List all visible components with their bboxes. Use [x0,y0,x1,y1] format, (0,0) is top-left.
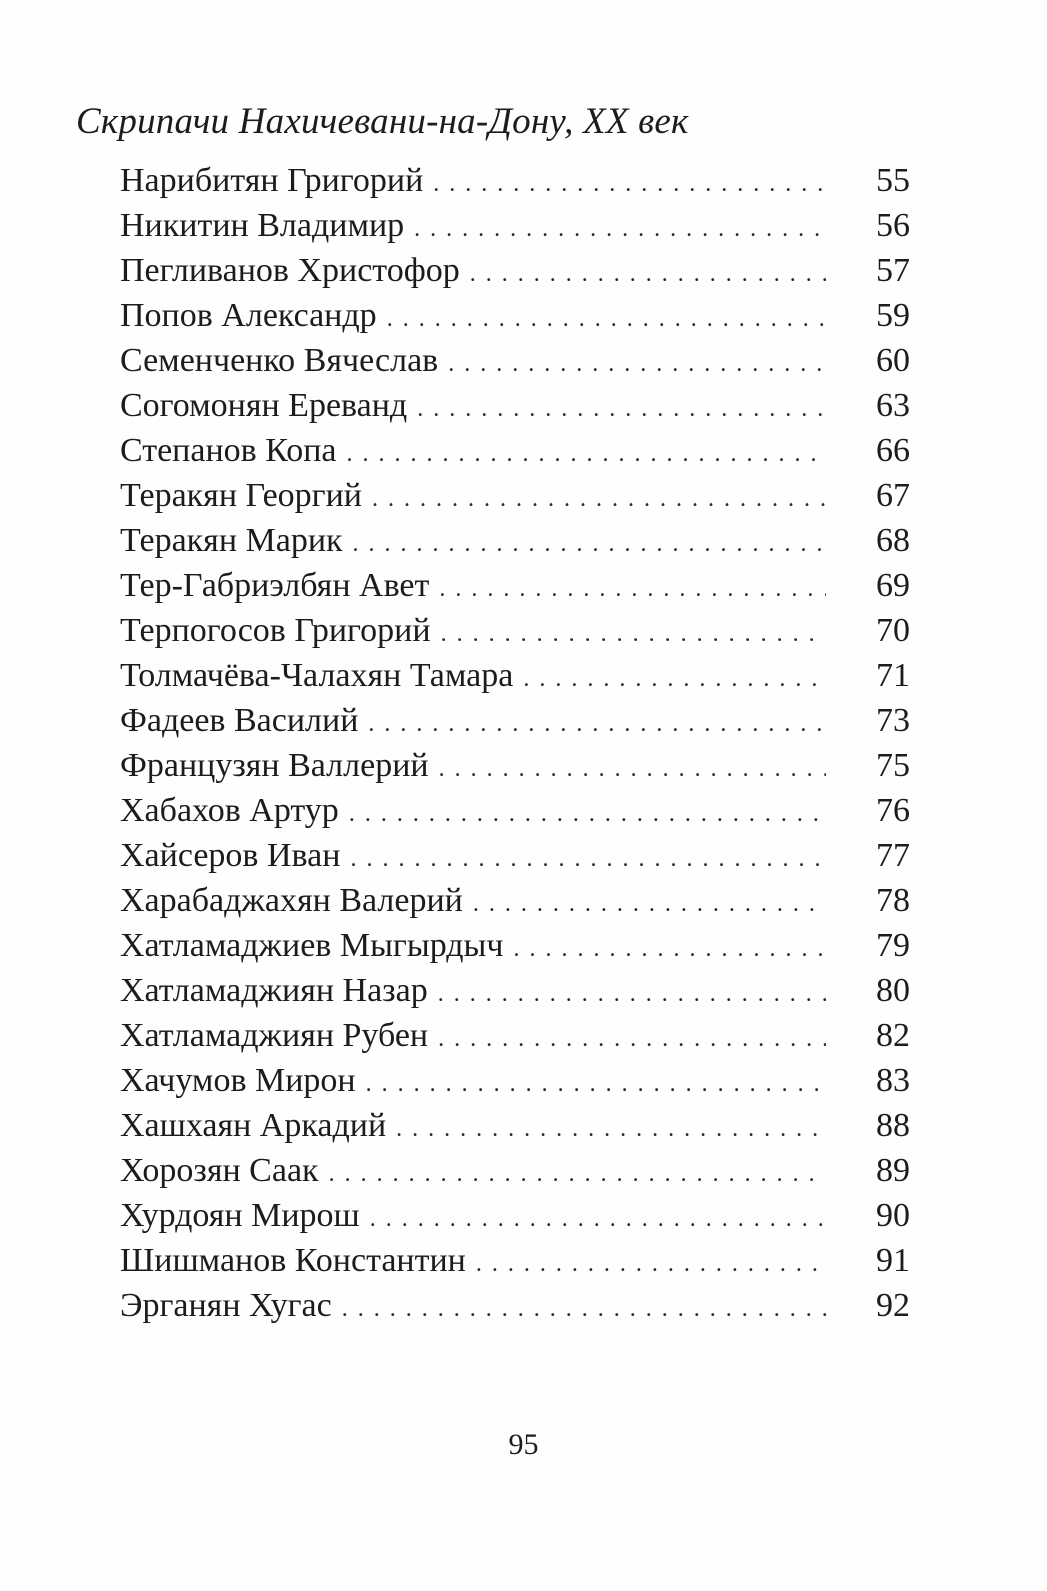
toc-entry [120,473,910,518]
dot-leader [417,387,826,432]
entry-name: Эрганян Хугас [120,1287,332,1324]
dot-leader [366,1062,826,1107]
toc-entry [120,743,910,788]
entry-name: Хатламаджиев Мыгырдыч [120,927,504,964]
dot-leader [368,702,826,747]
toc-entry [120,563,910,608]
toc-entry [120,698,910,743]
entry-page-number: 57 [876,252,910,289]
toc-entry [120,1148,910,1193]
dot-leader [438,1017,826,1062]
dot-leader [396,1107,826,1152]
entry-name: Терпогосов Григорий [120,612,431,649]
dot-leader [346,432,826,477]
entry-page-number: 55 [876,162,910,199]
toc-entry [120,653,910,698]
entry-page-number: 90 [876,1197,910,1234]
toc-entry [120,428,910,473]
entry-page-number: 71 [876,657,910,694]
entry-name: Семенченко Вячеслав [120,342,439,379]
entry-page-number: 63 [876,387,910,424]
dot-leader [353,522,826,567]
dot-leader [448,342,826,387]
entry-name: Хатламаджиян Назар [120,972,428,1009]
dot-leader [372,477,826,522]
entry-name: Французян Валлерий [120,747,429,784]
toc-entry [120,968,910,1013]
entry-page-number: 75 [876,747,910,784]
dot-leader [349,792,826,837]
toc-entry [120,518,910,563]
entry-name: Хурдоян Мирош [120,1197,360,1234]
entry-name: Теракян Марик [120,522,343,559]
entry-page-number: 92 [876,1287,910,1324]
dot-leader [329,1152,826,1197]
dot-leader [438,972,826,1017]
dot-leader [433,162,826,207]
entry-page-number: 70 [876,612,910,649]
table-of-contents [120,158,910,1328]
dot-leader [514,927,827,972]
entry-name: Шишманов Константин [120,1242,466,1279]
entry-page-number: 83 [876,1062,910,1099]
entry-page-number: 82 [876,1017,910,1054]
entry-name: Теракян Георгий [120,477,363,514]
entry-page-number: 80 [876,972,910,1009]
dot-leader [414,207,826,252]
entry-name: Степанов Копа [120,432,337,469]
toc-entry [120,203,910,248]
entry-page-number: 78 [876,882,910,919]
entry-name: Харабаджахян Валерий [120,882,463,919]
toc-entry [120,923,910,968]
toc-entry [120,158,910,203]
dot-leader [439,567,826,612]
toc-entry [120,788,910,833]
dot-leader [523,657,826,702]
toc-entry [120,293,910,338]
entry-name: Хашхаян Аркадий [120,1107,387,1144]
entry-name: Хабахов Артур [120,792,339,829]
toc-entry [120,1058,910,1103]
entry-name: Согомонян Ереванд [120,387,408,424]
entry-page-number: 59 [876,297,910,334]
toc-entry [120,608,910,653]
toc-entry [120,1013,910,1058]
entry-name: Фадеев Василий [120,702,359,739]
entry-page-number: 79 [876,927,910,964]
entry-name: Хатламаджиян Рубен [120,1017,429,1054]
entry-name: Попов Александр [120,297,377,334]
entry-page-number: 56 [876,207,910,244]
entry-name: Толмачёва-Чалахян Тамара [120,657,514,694]
entry-page-number: 89 [876,1152,910,1189]
toc-entry [120,1103,910,1148]
toc-entry [120,248,910,293]
page-number: 95 [508,1428,539,1461]
dot-leader [350,837,826,882]
entry-page-number: 77 [876,837,910,874]
dot-leader [470,252,826,297]
entry-name: Никитин Владимир [120,207,405,244]
dot-leader [342,1287,826,1332]
running-head: Скрипачи Нахичевани-на-Дону, XX век [76,101,689,142]
toc-entry [120,1193,910,1238]
dot-leader [441,612,826,657]
dot-leader [473,882,826,927]
entry-name: Тер-Габриэлбян Авет [120,567,430,604]
entry-page-number: 76 [876,792,910,829]
entry-name: Хайсеров Иван [120,837,341,874]
toc-entry [120,833,910,878]
dot-leader [370,1197,826,1242]
toc-entry [120,1283,910,1328]
entry-name: Хачумов Мирон [120,1062,356,1099]
entry-name: Нарибитян Григорий [120,162,424,199]
entry-page-number: 91 [876,1242,910,1279]
dot-leader [387,297,826,342]
entry-page-number: 73 [876,702,910,739]
entry-name: Пегливанов Христофор [120,252,460,289]
entry-page-number: 68 [876,522,910,559]
toc-entry [120,338,910,383]
dot-leader [476,1242,826,1287]
toc-entry [120,1238,910,1283]
entry-page-number: 66 [876,432,910,469]
dot-leader [439,747,826,792]
toc-entry [120,383,910,428]
entry-page-number: 69 [876,567,910,604]
entry-page-number: 67 [876,477,910,514]
entry-page-number: 60 [876,342,910,379]
toc-entry [120,878,910,923]
entry-page-number: 88 [876,1107,910,1144]
entry-name: Хорозян Саак [120,1152,319,1189]
